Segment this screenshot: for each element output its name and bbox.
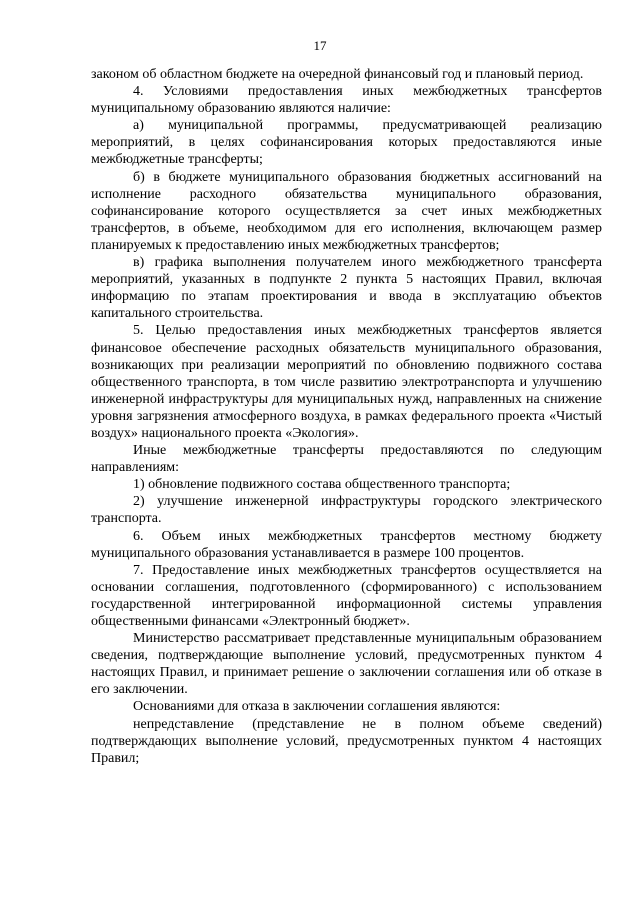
page-number: 17: [313, 38, 327, 53]
paragraph-item-7: 7. Предоставление иных межбюджетных трансфертов осуществляется на основании соглашения, подготовленного (сформированного) с использованием государственной интегрированной информационной системы управления общественными финансами «Электронный бюджет».: [91, 562, 602, 629]
paragraph-refusal-item: непредставление (представление не в полном объеме сведений) подтверждающих выполнение условий, предусмотренных пунктом 4 настоящих Правил;: [91, 716, 602, 766]
paragraph-item-6: 6. Объем иных межбюджетных трансфертов местному бюджету муниципального образования устанавливается в размере 100 процентов.: [91, 528, 602, 561]
paragraph-direction-2: 2) улучшение инженерной инфраструктуры городского электрического транспорта.: [91, 494, 602, 527]
paragraph-ministry-review: Министерство рассматривает представленные муниципальным образованием сведения, подтверждающие выполнение условий, предусмотренных пунктом 4 настоящих Правил, и принимает решение о заключении соглашения или об отказе в его заключении.: [91, 631, 602, 698]
document-body: [91, 66, 602, 767]
paragraph-directions-intro: Иные межбюджетные трансферты предоставляются по следующим направлениям:: [91, 443, 602, 476]
paragraph-direction-1: 1) обновление подвижного состава общественного транспорта;: [133, 477, 511, 493]
paragraph-item-4: 4. Условиями предоставления иных межбюджетных трансфертов муниципальному образованию являются наличие:: [91, 84, 602, 117]
paragraph-refusal-grounds: Основаниями для отказа в заключении соглашения являются:: [133, 699, 501, 715]
paragraph-subitem-b: б) в бюджете муниципального образования бюджетных ассигнований на исполнение расходного обязательства муниципального образования, софинансирование которого осуществляется за счет иных межбюджетных трансфертов, в объеме, необходимом для его исполнения, включающем размер планируемых к предоставлению иных межбюджетных трансфертов;: [91, 169, 602, 253]
paragraph-subitem-v: в) графика выполнения получателем иного межбюджетного трансферта мероприятий, указанных в подпункте 2 пункта 5 настоящих Правил, включая информацию по этапам проектирования и ввода в эксплуатацию объектов капитального строительства.: [91, 255, 602, 322]
paragraph-item-5: 5. Целью предоставления иных межбюджетных трансфертов является финансовое обеспечение расходных обязательств муниципального образования, возникающих при реализации мероприятий по обновлению подвижного состава общественного транспорта, в том числе развитию электротранспорта и улучшению инженерной инфраструктуры для муниципальных нужд, направленных на снижение уровня загрязнения атмосферного воздуха, в рамках федерального проекта «Чистый воздух» национального проекта «Экология».: [91, 323, 602, 441]
paragraph-subitem-a: а) муниципальной программы, предусматривающей реализацию мероприятий, в целях софинансирования которых предоставляются иные межбюджетные трансферты;: [91, 118, 602, 168]
paragraph-continuation: законом об областном бюджете на очередной финансовый год и плановый период.: [91, 67, 584, 82]
